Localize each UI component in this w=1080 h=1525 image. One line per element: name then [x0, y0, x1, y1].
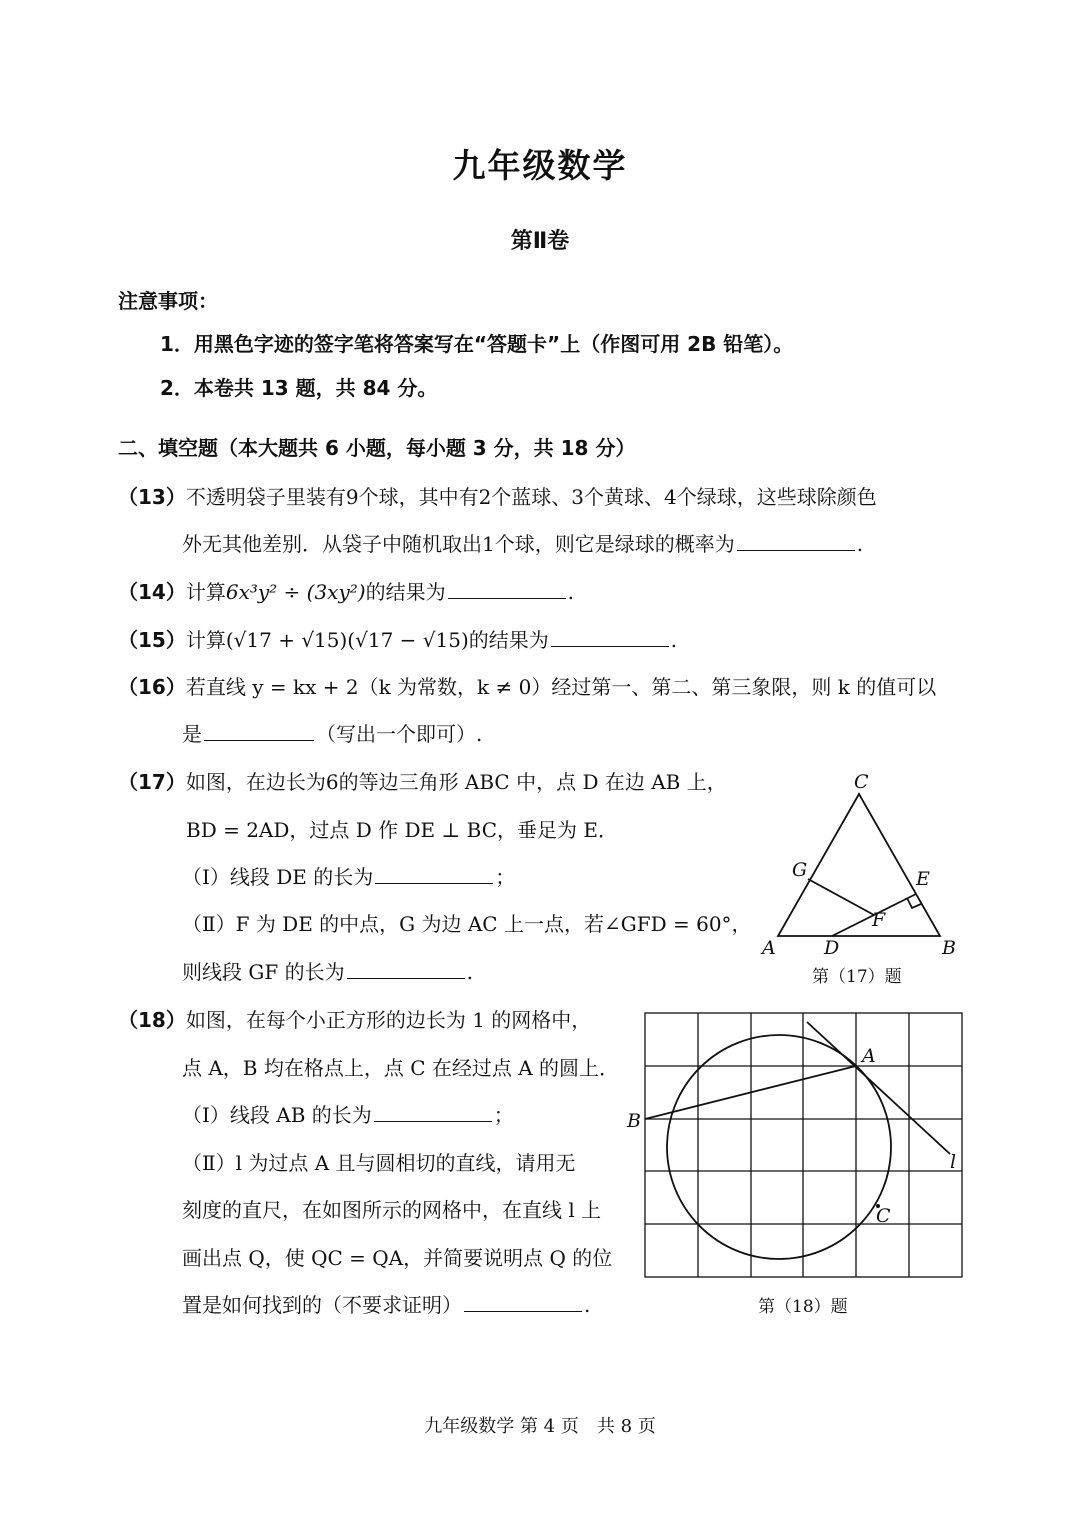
- question-prefix: 则线段 GF 的长为: [182, 960, 345, 984]
- question-18: [118, 1006, 591, 1034]
- notice-heading: 注意事项：: [118, 289, 218, 313]
- label-G: G: [792, 859, 808, 881]
- question-prefix: 是: [182, 722, 202, 746]
- answer-blank[interactable]: [204, 720, 314, 741]
- answer-blank[interactable]: [737, 530, 855, 551]
- math-expression: (√17 + √15)(√17 − √15): [225, 628, 469, 652]
- label-C: C: [854, 771, 869, 793]
- question-17: [118, 768, 727, 796]
- label-A: A: [762, 937, 776, 959]
- question-number: （14）: [118, 580, 186, 604]
- label-D: D: [824, 937, 840, 959]
- section-heading: 二、填空题（本大题共 6 小题，每小题 3 分，共 18 分）: [118, 436, 636, 460]
- question-text: 不透明袋子里装有9个球，其中有2个蓝球、3个黄球、4个绿球，这些球除颜色: [185, 485, 877, 509]
- label-E: E: [916, 868, 930, 890]
- question-number: （17）: [118, 770, 186, 794]
- question-18-line2: 点 A，B 均在格点上，点 C 在经过点 A 的圆上．: [182, 1056, 620, 1080]
- question-suffix: 的结果为: [365, 580, 446, 604]
- question-18-part2-line3: 画出点 Q，使 QC = QA，并简要说明点 Q 的位: [182, 1246, 613, 1270]
- question-number: （16）: [118, 675, 186, 699]
- label-A: A: [862, 1045, 876, 1067]
- question-text: 如图，在每个小正方形的边长为 1 的网格中，: [185, 1008, 592, 1032]
- question-number: （18）: [118, 1008, 186, 1032]
- question-15: （15）计算(√17 + √15)(√17 − √15)的结果为 .: [118, 628, 678, 652]
- question-suffix: ；: [495, 865, 516, 889]
- question-13-line2: 外无其他差别．从袋子中随机取出1个球，则它是绿球的概率为 .: [182, 532, 864, 556]
- question-text: 若直线 y = kx + 2（k 为常数，k ≠ 0）经过第一、第二、第三象限，则 k 的值可以: [185, 675, 937, 699]
- question-14: （14）计算6x³y² ÷ (3xy²)的结果为 .: [118, 580, 574, 604]
- answer-blank[interactable]: [374, 1101, 492, 1122]
- question-prefix: 计算: [185, 580, 226, 604]
- question-17-part2-line2: [182, 958, 473, 986]
- label-F: F: [872, 909, 886, 931]
- question-17-part2: （Ⅱ）F 为 DE 的中点，G 为边 AC 上一点，若∠GFD = 60°，: [182, 912, 752, 936]
- question-17-line2: BD = 2AD，过点 D 作 DE ⊥ BC，垂足为 E．: [186, 818, 619, 842]
- question-suffix: 的结果为: [468, 628, 549, 652]
- notice-item-1: 1．用黑色字迹的签字笔将答案写在“答题卡”上（作图可用 2B 铅笔）。: [160, 332, 794, 356]
- answer-blank[interactable]: [347, 958, 465, 979]
- question-18-part2-line2: 刻度的直尺，在如图所示的网格中，在直线 l 上: [182, 1198, 602, 1222]
- question-17-part1: [182, 863, 515, 891]
- question-number: （13）: [118, 485, 186, 509]
- math-expression: 6x³y² ÷ (3xy²): [225, 580, 366, 604]
- question-16: [118, 673, 936, 701]
- question-13: [118, 483, 877, 511]
- figure-18-caption: 第（18）题: [758, 1297, 848, 1317]
- question-prefix: （Ⅰ）线段 AB 的长为: [182, 1103, 372, 1127]
- question-16-line2: [182, 720, 482, 748]
- answer-blank[interactable]: [375, 863, 493, 884]
- label-l: l: [950, 1151, 957, 1173]
- notice-item-2: 2．本卷共 13 题，共 84 分。: [160, 376, 438, 400]
- question-18-part2-line1: （Ⅱ）l 为过点 A 且与圆相切的直线，请用无: [182, 1151, 576, 1175]
- answer-blank[interactable]: [551, 626, 669, 647]
- question-suffix: ；: [493, 1103, 514, 1127]
- question-prefix: 计算: [185, 628, 226, 652]
- question-text: 如图，在边长为6的等边三角形 ABC 中，点 D 在边 AB 上，: [185, 770, 727, 794]
- page-subtitle: 第Ⅱ卷: [510, 229, 570, 254]
- label-B: B: [942, 937, 956, 959]
- answer-blank[interactable]: [464, 1291, 582, 1312]
- question-suffix: .: [466, 960, 473, 984]
- answer-blank[interactable]: [448, 578, 566, 599]
- page-title: 九年级数学: [452, 146, 628, 185]
- question-text: 外无其他差别．从袋子中随机取出1个球，则它是绿球的概率为: [182, 532, 735, 556]
- figure-17-triangle: [756, 766, 970, 962]
- question-suffix: （写出一个即可）.: [316, 722, 483, 746]
- question-18-part2-line4: [182, 1291, 590, 1319]
- label-C: C: [876, 1205, 891, 1227]
- figure-17-caption: 第（17）题: [812, 967, 902, 987]
- figure-18-grid: [622, 1004, 972, 1288]
- question-number: （15）: [118, 628, 186, 652]
- label-B: B: [627, 1110, 641, 1132]
- question-prefix: 置是如何找到的（不要求证明）: [182, 1293, 462, 1317]
- question-prefix: （Ⅰ）线段 DE 的长为: [182, 865, 374, 889]
- page-footer: 九年级数学 第 4 页 共 8 页: [424, 1416, 656, 1437]
- question-suffix: .: [584, 1293, 591, 1317]
- question-18-part1: [182, 1101, 514, 1129]
